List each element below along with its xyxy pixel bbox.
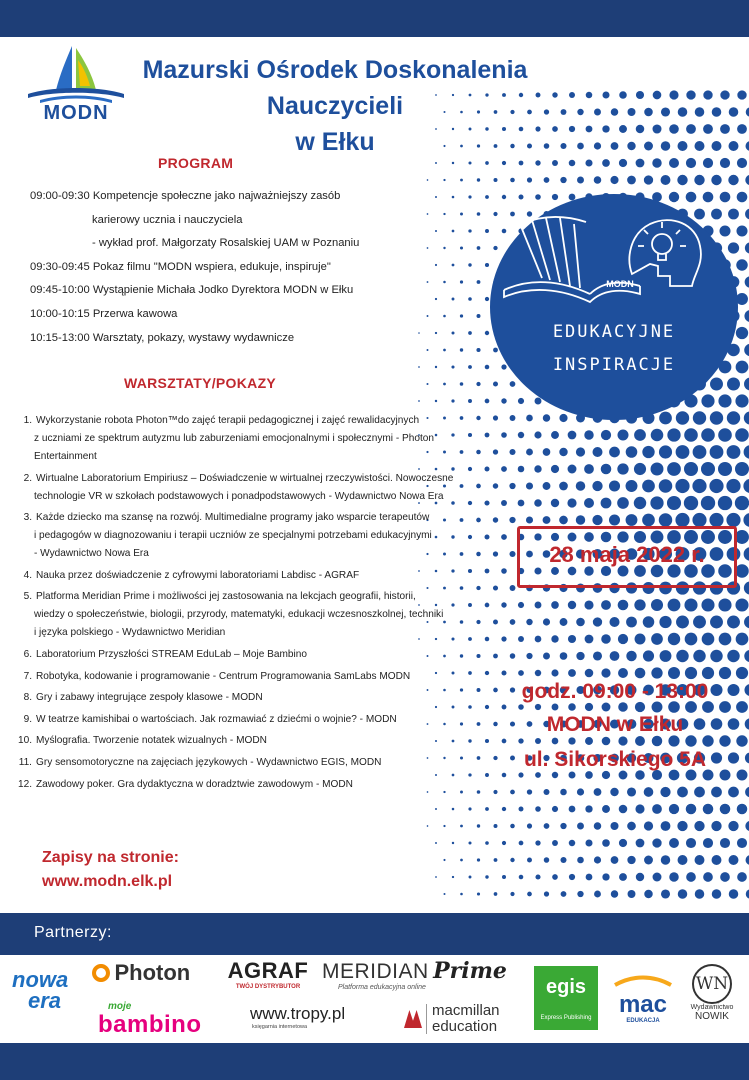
workshop-text: i pedagogów w diagnozowaniu i terapii uczniów ze specjalnymi potrzebami edukacyjnymi (34, 530, 432, 542)
event-date: 28 maja 2022 r. (549, 542, 705, 567)
workshop-number: 9. (23, 713, 32, 725)
workshop-number: 3. (23, 512, 32, 524)
program-row: - wykład prof. Małgorzaty Rosalskiej UAM w Poznaniu (92, 237, 360, 250)
workshop-number: 12. (18, 778, 33, 790)
partners-bar (0, 913, 749, 955)
workshop-text: z uczniami ze spektrum autyzmu lub zaburzeniami emocjonalnymi i społecznymi - Photon (34, 433, 434, 444)
program-heading: PROGRAM (158, 155, 234, 171)
program-row: 09:45-10:00 Wystąpienie Michała Jodko Dyrektora MODN w Ełku (30, 284, 354, 297)
event-hours: godz. 09:00 - 13:00 (521, 680, 709, 703)
workshop-text: Gry i zabawy integrujące zespoły klasowe - MODN (36, 692, 263, 704)
workshop-text: Robotyka, kodowanie i programowanie - Centrum Programowania SamLabs MODN (36, 670, 411, 682)
meridian-prime-logo: MERIDIAN Prime Platforma edukacyjna online (322, 958, 507, 991)
workshop-item (18, 754, 488, 772)
badge-line-1: EDUKACYJNE (552, 322, 676, 342)
program-row: 10:00-10:15 Przerwa kawowa (30, 307, 178, 320)
workshop-text: i języka polskiego - Wydawnictwo Meridian (34, 627, 226, 639)
page-title (135, 52, 535, 160)
date-stamp (517, 526, 737, 588)
title-line-1: Mazurski Ośrodek Doskonalenia Nauczycieli (142, 56, 528, 120)
workshop-text: W teatrze kamishibai o wartościach. Jak rozmawiać z dziećmi o wojnie? - MODN (36, 713, 397, 725)
edukacyjne-inspiracje-badge (490, 194, 738, 420)
workshop-number: 10. (18, 735, 33, 747)
sailboat-icon (22, 42, 130, 104)
title-line-2: w Ełku (295, 128, 375, 156)
modn-logo (22, 42, 130, 126)
workshop-item (18, 470, 488, 506)
workshop-text: Laboratorium Przyszłości STREAM EduLab – Moje Bambino (36, 648, 307, 660)
workshops-list (18, 412, 488, 797)
workshop-item (18, 412, 488, 466)
signup-url[interactable]: www.modn.elk.pl (42, 873, 173, 890)
workshop-text: Gry sensomotoryczne na zajęciach językowych - Wydawnictwo EGIS, MODN (36, 756, 382, 768)
nowik-logo: WN Wydawnictwo NOWIK (682, 964, 742, 1022)
photon-icon (92, 964, 110, 982)
program-row: 09:30-09:45 Pokaz filmu "MODN wspiera, edukuje, inspiruje" (30, 260, 331, 273)
workshop-text: Entertainment (34, 451, 97, 462)
workshop-text: Wykorzystanie robota Photon™do zajęć terapii pedagogicznej i zajęć rewalidacyjnych (36, 415, 420, 426)
workshop-text: wiedzy o społeczeństwie, biologii, przyrody, matematyki, edukacji wczesnoszkolnej, techniki (34, 609, 444, 621)
workshop-item (18, 567, 488, 585)
workshop-item (18, 646, 488, 664)
bottom-banner (0, 1043, 749, 1080)
egis-logo: egis Express Publishing (534, 966, 598, 1030)
workshop-text: Myślografia. Tworzenie notatek wizualnych - MODN (36, 735, 267, 747)
program-row: 10:15-13:00 Warsztaty, pokazy, wystawy wydawnicze (30, 331, 295, 344)
workshop-text: Platforma Meridian Prime i możliwości jej zastosowania na lekcjach geografii, historii, (36, 591, 416, 603)
mac-edukacja-logo: mac EDUKACJA (612, 974, 674, 1024)
workshop-number: 5. (23, 591, 32, 603)
nowik-mark: WN (692, 964, 732, 1004)
workshop-number: 6. (23, 648, 32, 660)
workshop-item (18, 689, 488, 707)
workshop-text: technologie VR w szkołach podstawowych i ponadpodstawowych - Wydawnictwo Nowa Era (34, 490, 444, 502)
workshop-number: 7. (23, 670, 32, 682)
workshop-number: 8. (23, 692, 32, 704)
program-row: karierowy ucznia i nauczyciela (92, 213, 243, 226)
workshop-item (18, 588, 488, 642)
program-row: 09:00-09:30 Kompetencje społeczne jako najważniejszy zasób (30, 190, 341, 202)
top-banner (0, 0, 749, 37)
workshop-item (18, 509, 488, 563)
workshop-item (18, 732, 488, 750)
workshop-number: 4. (23, 569, 32, 581)
mac-swoosh-icon (613, 975, 673, 987)
program-list (30, 186, 460, 351)
moje-bambino-logo: moje bambino (98, 1001, 202, 1038)
workshop-text: Nauka przez doświadczenie z cyfrowymi laboratoriami Labdisc - AGRAF (36, 569, 360, 581)
workshop-text: Każde dziecko ma szansę na rozwój. Multimedialne programy jako wsparcie terapeutów (36, 512, 430, 524)
workshop-text: Zawodowy poker. Gra dydaktyczna w doradztwie zawodowym - MODN (36, 778, 353, 790)
nowa-era-logo: nowa era (12, 967, 69, 1013)
workshop-item (18, 711, 488, 729)
badge-modn-label: MODN (606, 279, 634, 289)
workshop-number: 2. (23, 472, 32, 484)
partners-label: Partnerzy: (34, 924, 112, 941)
tropy-logo: www.tropy.pl księgarnia internetowa (250, 1004, 346, 1030)
workshop-number: 11. (18, 756, 32, 768)
workshop-item (18, 776, 488, 794)
badge-line-2: INSPIRACJE (552, 355, 676, 375)
workshops-heading: WARSZTATY/POKAZY (124, 375, 277, 391)
photon-logo: Photon (92, 960, 190, 986)
event-place: MODN w Ełku (546, 713, 684, 736)
event-address: ul. Sikorskiego 5A (523, 748, 707, 771)
logo-text: MODN (43, 102, 109, 124)
signup-label: Zapisy na stronie: (42, 849, 179, 866)
workshop-number: 1. (23, 415, 32, 426)
signup-block (42, 846, 179, 894)
workshop-text: Wirtualne Laboratorium Empiriusz – Doświadczenie w wirtualnej rzeczywistości. Nowoczesne (36, 472, 454, 484)
workshop-item (18, 668, 488, 686)
workshop-text: - Wydawnictwo Nowa Era (34, 548, 149, 560)
agraf-logo: AGRAF TWÓJ DYSTRYBUTOR (227, 958, 309, 990)
